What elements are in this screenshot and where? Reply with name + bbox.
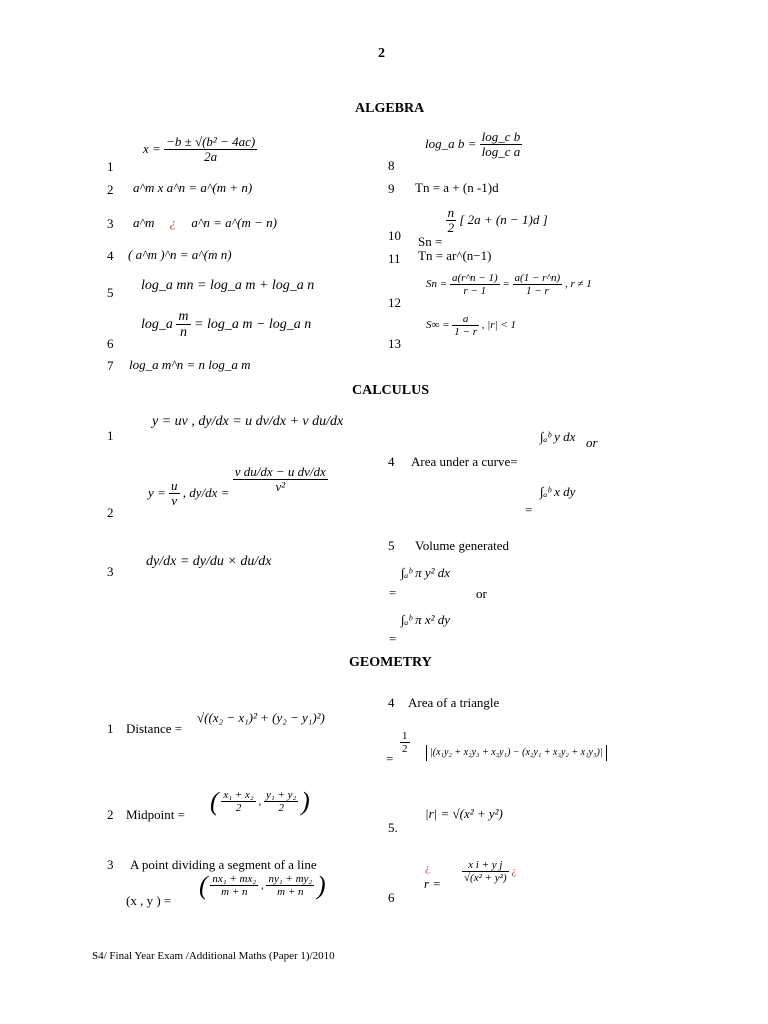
numerator: y₁ + y₂ <box>266 789 297 802</box>
fraction <box>210 873 258 898</box>
numerator: a(r^n − 1) <box>451 272 498 284</box>
item-number: 3 <box>107 216 114 231</box>
condition: , r ≠ 1 <box>564 278 592 291</box>
footer-text: S4/ Final Year Exam /Additional Maths (Paper 1)/2010 <box>92 950 335 962</box>
formula-rhs: [ 2a + (n − 1)d ] <box>459 211 548 227</box>
formula-lhs: Sn = <box>426 278 448 291</box>
formula-lhs: log_a b = <box>425 135 477 151</box>
denominator: m + n <box>210 885 258 898</box>
denominator: 1 − r <box>513 284 563 297</box>
item-number: 9 <box>388 181 395 196</box>
numerator: log_c b <box>481 129 521 144</box>
formula-lhs: log_a <box>141 317 173 333</box>
vector-magnitude-formula: |r| = √(x² + y²) <box>425 806 503 821</box>
fraction <box>169 479 180 509</box>
item-number: 8 <box>388 158 395 173</box>
ap-sum <box>418 205 548 249</box>
triangle-area-formula: |(x₁y₂ + x₂y₃ + x₃y₁) − (x₂y₁ + x₃y₂ + x₁y₃)| <box>426 745 607 761</box>
condition: , |r| < 1 <box>481 319 516 332</box>
area-integral-x-dy: ∫ₐᵇ x dy <box>540 484 576 499</box>
fraction <box>266 873 314 898</box>
denominator: 1 − r <box>454 326 477 339</box>
fraction <box>400 730 410 755</box>
numerator: x i + y j <box>468 859 503 871</box>
unit-vector-formula <box>462 859 516 884</box>
fraction <box>164 135 257 165</box>
numerator: x₁ + x₂ <box>223 789 254 802</box>
denominator: m + n <box>266 885 314 898</box>
formula-rhs: = log_a m − log_a n <box>194 317 312 333</box>
equals-sign: = <box>389 585 397 600</box>
item-number: 13 <box>388 336 401 351</box>
area-under-curve-label: Area under a curve= <box>411 454 518 469</box>
denominator: √(x² + y²) <box>464 872 507 885</box>
index-law-divide <box>133 216 277 231</box>
ap-nth-term: Tn = a + (n -1)d <box>415 180 499 195</box>
denominator: log_c a <box>481 144 521 160</box>
equals-sign: = <box>525 502 533 517</box>
item-number: 4 <box>107 248 114 263</box>
unit-vector-lhs: r = <box>424 876 442 891</box>
formula-part: , dy/dx = <box>182 484 230 500</box>
or-text: or <box>586 435 598 450</box>
unknown-symbol: ¿ <box>425 862 430 874</box>
quadratic-formula <box>143 135 257 165</box>
volume-integral-dy: ∫ₐᵇ π x² dy <box>401 612 451 627</box>
fraction <box>233 465 328 495</box>
product-rule: y = uv , dy/dx = u dv/dx + v du/dx <box>152 414 344 429</box>
item-number: 5 <box>388 538 395 553</box>
item-number: 1 <box>107 428 114 443</box>
denominator: 2 <box>221 801 255 814</box>
item-number: 2 <box>107 807 114 822</box>
item-number: 7 <box>107 358 114 373</box>
numerator: u <box>171 478 178 493</box>
formula-part: a^n = a^(m − n) <box>191 215 277 230</box>
unknown-symbol: ¿ <box>511 865 517 878</box>
item-number: 6 <box>388 890 395 905</box>
quotient-rule <box>148 464 328 509</box>
denominator: r − 1 <box>450 284 500 297</box>
formula-lhs: Sn = <box>418 233 443 249</box>
denominator: 2 <box>402 743 408 756</box>
item-number: 3 <box>107 857 114 872</box>
numerator: a <box>462 313 469 325</box>
volume-generated-label: Volume generated <box>415 538 509 553</box>
fraction <box>480 130 523 160</box>
or-text: or <box>476 586 487 601</box>
midpoint-formula: ( $\frac{\text{x₁ + x₂}}{2}$ , $\frac{\text{y₁ + y₂}}{2}$ ) <box>210 787 310 816</box>
item-number: 4 <box>388 695 395 710</box>
section-heading-algebra: ALGEBRA <box>355 101 425 116</box>
item-number: 5 <box>107 285 114 300</box>
page-number: 2 <box>378 46 385 61</box>
log-quotient-law <box>141 309 311 341</box>
change-of-base <box>425 130 522 160</box>
formula-lhs: x = <box>143 140 161 156</box>
fraction <box>221 789 255 814</box>
area-triangle-label: Area of a triangle <box>408 695 500 710</box>
numerator: v du/dx − u dv/dx <box>234 464 326 479</box>
unknown-symbol: ¿ <box>169 215 177 230</box>
numerator: ny₁ + my₂ <box>268 873 313 886</box>
denominator: v² <box>233 479 328 494</box>
denominator: v <box>169 493 180 508</box>
item-number: 1 <box>107 159 114 174</box>
half-fraction <box>400 730 410 755</box>
formula-lhs: S∞ = <box>426 319 450 332</box>
index-law-power: ( a^m )^n = a^(m n) <box>128 247 232 262</box>
section-formula-label: A point dividing a segment of a line <box>130 857 317 872</box>
item-number: 6 <box>107 336 114 351</box>
denominator: 2a <box>164 149 257 164</box>
item-number: 2 <box>107 505 114 520</box>
fraction <box>446 206 457 236</box>
log-power-law: log_a m^n = n log_a m <box>129 357 251 372</box>
fraction <box>513 272 563 297</box>
fraction <box>264 789 298 814</box>
item-number: 12 <box>388 295 401 310</box>
numerator: nx₁ + mx₂ <box>212 873 257 886</box>
log-product-law: log_a mn = log_a m + log_a n <box>141 278 315 293</box>
section-heading-geometry: GEOMETRY <box>349 655 432 670</box>
section-formula: ( $\frac{\text{nx₁ + mx₂}}{m + n}$ , $\frac{\text{ny₁ + my₂}}{m + n}$ ) <box>199 871 326 900</box>
formula-part: a^m <box>133 215 155 230</box>
formula-lhs: y = <box>148 484 166 500</box>
gp-sum: Sn = $\frac{a(r\^{}n - 1)}{r - 1}$ = $\frac{a(1 - r\^{}n)}{1 - r}$ , r ≠ 1 <box>426 272 592 298</box>
item-number: 3 <box>107 564 114 579</box>
index-law-multiply: a^m x a^n = a^(m + n) <box>133 180 253 195</box>
midpoint-label: Midpoint = <box>126 807 185 822</box>
item-number: 10 <box>388 228 401 243</box>
equals-sign: = <box>386 751 394 766</box>
distance-label: Distance = <box>126 721 183 736</box>
denominator: 2 <box>447 220 455 236</box>
area-integral-y-dx: ∫ₐᵇ y dx <box>540 429 576 444</box>
fraction <box>462 859 509 884</box>
numerator: m <box>178 309 189 324</box>
numerator: −b ± √(b² − 4ac) <box>166 134 256 149</box>
item-number: 4 <box>388 454 395 469</box>
point-coordinates: (x , y ) = <box>126 893 172 908</box>
gp-sum-infinity <box>426 313 516 338</box>
equals-sign: = <box>389 631 397 646</box>
distance-formula: √((x₂ − x₁)² + (y₂ − y₁)²) <box>197 710 325 725</box>
item-number: 5. <box>388 820 398 835</box>
numerator: a(1 − r^n) <box>514 272 561 284</box>
denominator: 2 <box>264 801 298 814</box>
chain-rule: dy/dx = dy/du × du/dx <box>146 554 272 569</box>
volume-integral-dx: ∫ₐᵇ π y² dx <box>401 565 451 580</box>
item-number: 11 <box>388 251 401 266</box>
fraction <box>176 309 190 341</box>
gp-nth-term: Tn = ar^(n−1) <box>418 248 492 263</box>
section-heading-calculus: CALCULUS <box>352 383 430 398</box>
fraction <box>450 272 500 297</box>
denominator: n <box>176 324 190 340</box>
item-number: 1 <box>107 721 114 736</box>
item-number: 2 <box>107 182 114 197</box>
fraction <box>452 313 479 338</box>
numerator: 1 <box>402 730 408 742</box>
numerator: n <box>447 205 455 220</box>
